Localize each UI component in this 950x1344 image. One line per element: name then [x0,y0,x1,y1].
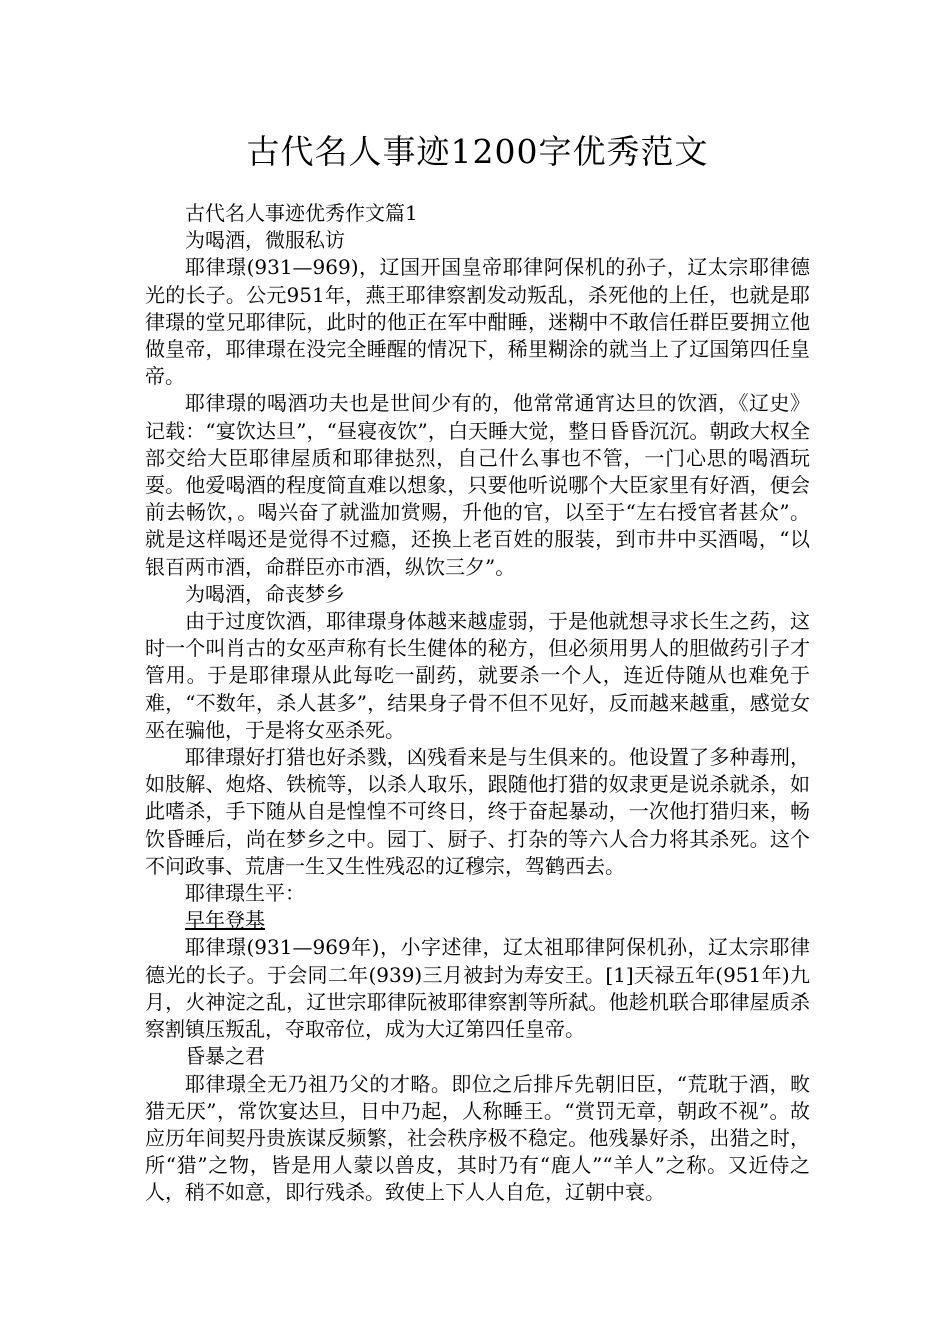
section-title: 古代名人事迹优秀作文篇1 [185,201,418,225]
paragraph-drinking: 耶律璟的喝酒功夫也是世间少有的，他常常通宵达旦的饮酒，《辽史》记载：“宴饮达旦”，“昼寝夜饮”，白天睡大觉，整日昏昏沉沉。朝政大权全部交给大臣耶律屋质和耶律挞烈，自己什么事也不管，一门心思的喝酒玩耍。他爱喝酒的程度简直难以想象，只要他听说哪个大臣家里有好酒，便会前去畅饮，。喝兴奋了就滥加赏赐，升他的官，以至于“左右授官者甚众”。就是这样喝还是觉得不过瘾，还换上老百姓的服装，到市井中买酒喝，“以银百两市酒，命群臣亦市酒，纵饮三夕”。 [145,391,810,579]
paragraph-hunting: 耶律璟好打猎也好杀戮，凶残看来是与生俱来的。他设置了多种毒刑，如肢解、炮烙、铁梳等，以杀人取乐，跟随他打猎的奴隶更是说杀就杀，如此嗜杀，手下随从自是惶惶不可终日，终于奋起暴动，一次他打猎归来，畅饮昏睡后，尚在梦乡之中。园丁、厨子、打杂的等六人合力将其杀死。这个不问政事、荒唐一生又生性残忍的辽穆宗，驾鹤西去。 [145,745,810,878]
paragraph-early-reign: 耶律璟(931—969年)，小字述律，辽太祖耶律阿保机孙，辽太宗耶律德光的长子。于会同二年(939)三月被封为寿安王。[1]天禄五年(951年)九月，火神淀之乱，辽世宗耶律阮被耶律察割等所弑。他趁机联合耶律屋质杀察割镇压叛乱，夺取帝位，成为大辽第四任皇帝。 [145,935,810,1042]
subheading-drinking-incognito: 为喝酒，微服私访 [185,228,345,253]
document-body [145,200,810,1207]
paragraph-witch: 由于过度饮酒，耶律璟身体越来越虚弱，于是他就想寻求长生之药，这时一个叫肖古的女巫声称有长生健体的秘方，但必须用男人的胆做药引子才管用。于是耶律璟从此每吃一副药，就要杀一个人，连近侍随从也难免于难，“不数年，杀人甚多”，结果身子骨不但不见好，反而越来越重，感觉女巫在骗他，于是将女巫杀死。 [145,609,810,742]
subheading-tyrant: 昏暴之君 [185,1044,265,1069]
document-title: 古代名人事迹1200字优秀范文 [246,132,709,171]
subheading-death-in-dream: 为喝酒，命丧梦乡 [185,581,345,606]
subheading-early-reign [145,907,810,934]
early-reign-label: 早年登基 [185,908,265,933]
subheading-biography: 耶律璟生平： [185,881,305,906]
paragraph-intro: 耶律璟(931—969)，辽国开国皇帝耶律阿保机的孙子，辽太宗耶律德光的长子。公元951年，燕王耶律察割发动叛乱，杀死他的上任，也就是耶律璟的堂兄耶律阮，此时的他正在军中酣睡，迷糊中不敢信任群臣要拥立他做皇帝，耶律璟在没完全睡醒的情况下，稀里糊涂的就当上了辽国第四任皇帝。 [145,255,810,389]
paragraph-tyrant: 耶律璟全无乃祖乃父的才略。即位之后排斥先朝旧臣，“荒耽于酒，畋猎无厌”，常饮宴达旦，日中乃起，人称睡王。“赏罚无章，朝政不视”。故应历年间契丹贵族谋反频繁，社会秩序极不稳定。他残暴好杀，出猎之时，所“猎”之物，皆是用人蒙以兽皮，其时乃有“鹿人”“羊人”之称。又近侍之人，稍不如意，即行残杀。致使上下人人自危，辽朝中衰。 [145,1071,810,1205]
